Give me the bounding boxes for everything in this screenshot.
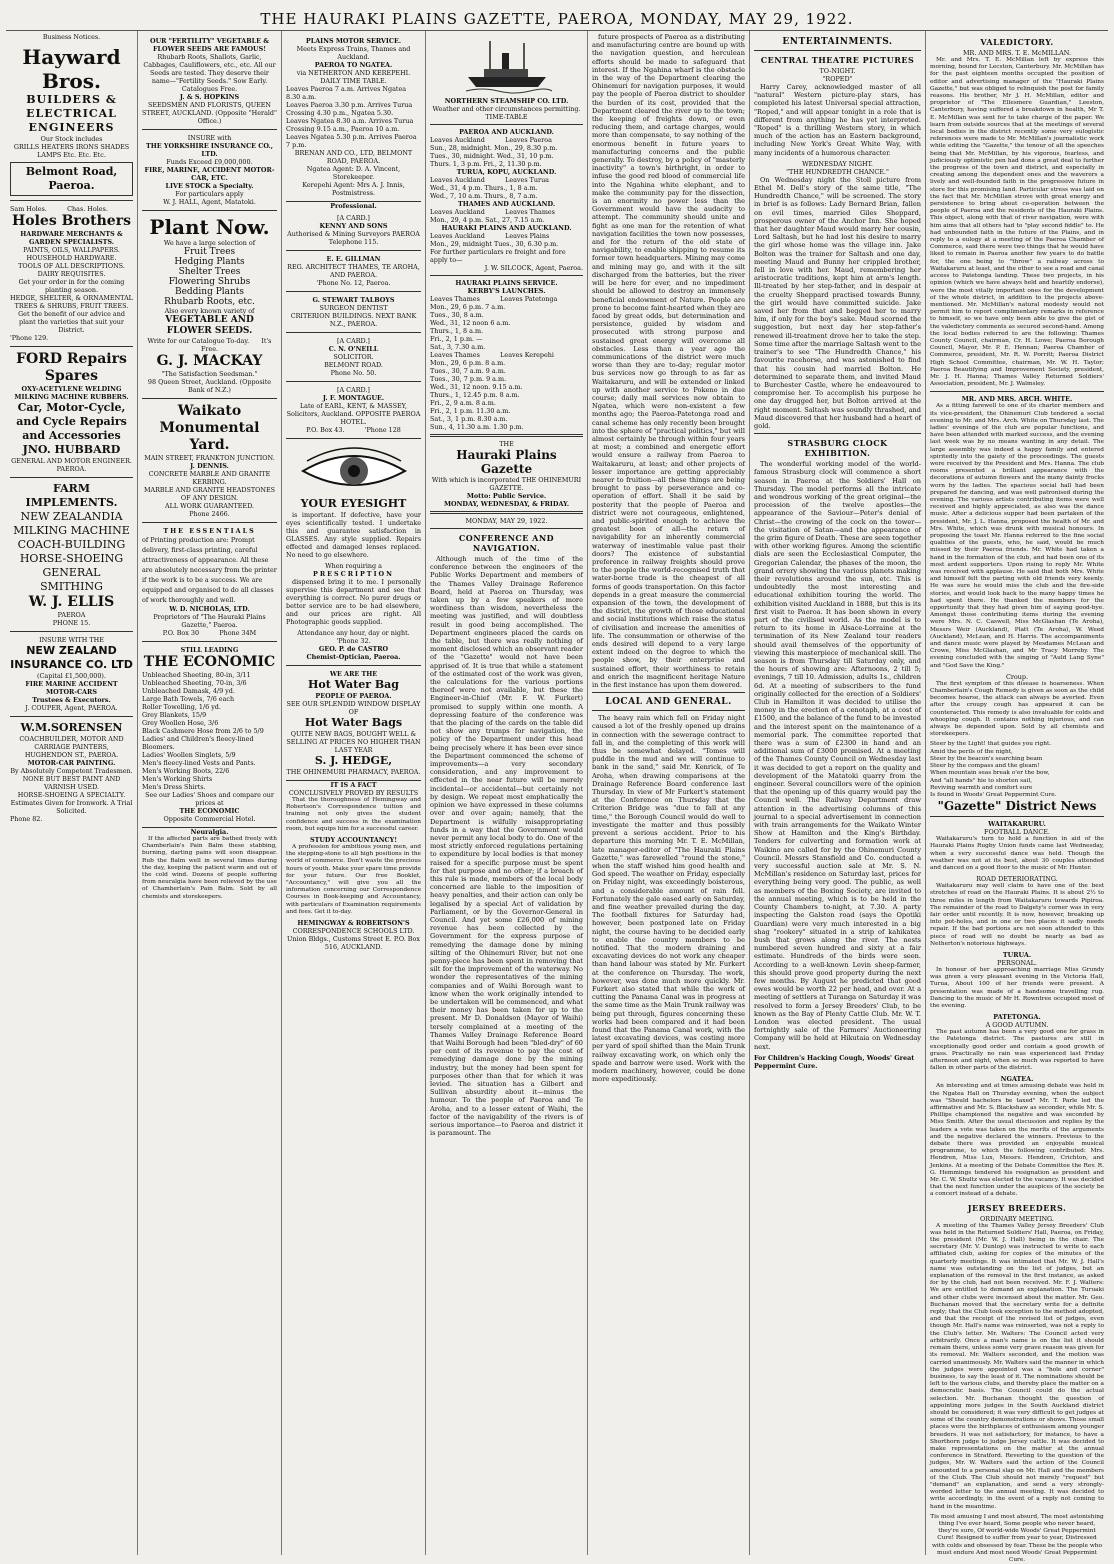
- kerby-row: Mon., 29, 6 p.m. 7 a.m.: [430, 303, 506, 311]
- mcmillan-body: Mr. and Mrs. T. E. McMillan left by express this morning, bound for Lecston, Canterbury. Mr. McMillan has for the past eighteen months occupied the position of editor and advertising manager of the "Hauraki Plains Gazette," but was obliged to relinquish the post for family reasons. His brother, Mr J. H. McMillan, editor and proprietor of "The Ellesmere Guardian," Leeston, Canterbury, having suffered a breakdown in health, Mr T. E. McMillan was sent for to take charge of the paper. We learn from outside sources that at the meetings of several local bodies in the district recently some very eulogistic references were made to Mr. McMillan's journalistic work while editing the "Gazette," the tenour of all the speeches being that Mr. McMillan, by his vigorous, fearless, and judiciously optimistic pen had done a great deal to further the progress of the town and district, and especially in creating among the dependent ones and the waverers a lively and well-founded faith in the progressive future in store for this promising land. Particular stress was laid on the fact that Mr. McMillan strove with great energy and persistence to bring about co-operation between the people of Paeroa and the residents of the Hauraki Plains. This object, along with that of river navigation, were with him aims that all others had to "play second fiddle" to. He had unbounded faith in the future of the Plains, and in reply to a eulogy at a meeting of the Paeroa Chamber of Commerce, said there were two things that he would have liked to remain in Paeroa another few years to do battle for, the one being to "throw" a railway across to Waitakaruru at least, and the other to see a road and canal access to Patetonga landing. These two projects, in his opinion (which we have always held and heartily endorse), were the most vitally important ones for the development of the whole district, in addition to the projects above-mentioned. Mr. McMillan's natural modesty would not permit him to report complimentary remarks in reference to himself, so we have only been able to give the gist of the valedictory comments as secured second-hand. Among the local bodies referred to are the following: Thames County Council, chairman, Cr. H. Lowe; Paeroa Borough Council, Mayor, Mr. P. E. Hennan; Paeroa Chamber of Commerce, president, Mr. R. W. Porritt; Paeroa District High School Committee, chairman, Mr. W. H. Taylor; Paeroa Beautifying and Improvement Society, president, Mr. J. H. Hanna; Thames Valley Returned Soldiers' Association, president, Mr. J. Walmsley.: [930, 57, 1104, 388]
- timetable-head: TIME-TABLE: [485, 113, 528, 121]
- ford-title: FORD Repairs Spares: [16, 351, 127, 384]
- kerby-row: Tues., 30, 8 a.m.: [430, 311, 484, 319]
- economic-item: Unbleached Damask, 4/9 yd.: [142, 687, 235, 695]
- economic-item: Men's Working Boots, 22/6: [142, 767, 230, 775]
- holes-title: Holes Brothers: [12, 213, 131, 229]
- hayward-trade: BUILDERS & ELECTRICAL ENGINEERS: [26, 93, 117, 134]
- ordinary-head: ORDINARY MEETING.: [980, 1214, 1054, 1223]
- holes-hedge: HEDGE, SHELTER, & ORNAMENTAL TREES & SHRUBS, FRUIT TREES.: [10, 294, 133, 310]
- talboys-card: [286, 292, 421, 333]
- kenny-role: Authorised & Mining Surveyors PAEROA: [287, 230, 420, 238]
- economic-item: Black Cashmere Hose from 2/6 to 5/9: [142, 727, 264, 735]
- white-head: MR. AND MRS. ARCH. WHITE.: [961, 395, 1073, 404]
- hwb-people: PEOPLE OF PAEROA.: [315, 692, 392, 700]
- essentials-ad: [142, 523, 277, 642]
- study-head: STUDY ACCOUNTANCY!: [309, 836, 398, 845]
- gazette-motto: Motto: Public Service.: [466, 492, 547, 500]
- ellis-place: PAEROA: [57, 611, 86, 619]
- turua-head: TURUA.: [1002, 950, 1032, 959]
- hopkins-name: J. & S. HOPKINS: [179, 93, 240, 101]
- professional-label: Professional.: [330, 202, 377, 210]
- yorkshire-lines: FIRE, MARINE, ACCIDENT MOTOR-CAR, ETC.: [144, 166, 275, 182]
- mackay-addr: 98 Queen Street, Auckland. (Opposite Bank of N.Z.): [147, 378, 272, 394]
- holes-item-3: TOOLS OF ALL DESCRIPTIONS. DAIRY REQUISITES.: [18, 262, 125, 278]
- economic-item: Roller Towelling, 1/6 yd.: [142, 703, 221, 711]
- nzi-ad: [10, 632, 133, 717]
- plant-item-4: Flowering Shrubs: [168, 277, 251, 287]
- economic-item: Men's Dress Shirts.: [142, 783, 206, 791]
- kenny-phone: Telephone 115.: [328, 238, 379, 246]
- jersey-head: JERSEY BREEDERS.: [967, 1202, 1067, 1213]
- ngatea-head: NGATEA.: [1000, 1075, 1034, 1084]
- waikato-ad: [142, 399, 277, 523]
- economic-item: Men's Working Shirts: [142, 775, 213, 783]
- patetonga-head: PATETONGA.: [993, 1013, 1041, 1022]
- waikato-marble: MARBLE AND GRANITE HEADSTONES OF ANY DESIGN.: [143, 486, 276, 502]
- ellis-phone: PHONE 15.: [52, 619, 91, 627]
- gazette-incorp: With which is incorporated THE OHINEMURI GAZETTE.: [431, 476, 582, 492]
- waikato-concrete: CONCRETE MARBLE AND GRANITE KERBING.: [148, 470, 271, 486]
- silcock: J. W. SILCOCK, Agent, Paeroa.: [484, 264, 583, 272]
- economic-item: Grey Woollen Hose, 3/6: [142, 719, 219, 727]
- gillman-phone: 'Phone No. 12, Paeroa.: [316, 279, 391, 287]
- columns: [6, 31, 1108, 1563]
- ent-head: ENTERTAINMENTS.: [782, 37, 893, 47]
- gazette-days: MONDAY, WEDNESDAY, & FRIDAY.: [443, 500, 570, 508]
- economic-items: [142, 671, 277, 791]
- strasburg-head: STRASBURG CLOCK EXHIBITION.: [787, 438, 888, 459]
- hedge-name: S. J. HEDGE,: [314, 754, 393, 767]
- sorensen-none: NONE BUT BEST PAINT AND VARNISH USED.: [22, 775, 121, 791]
- fact-head: IT IS A FACT: [330, 781, 377, 789]
- economic-item: Unbleached Sheeting, 70-in, 3/6: [142, 679, 247, 687]
- yorkshire-apply: For particulars apply: [175, 190, 244, 198]
- kerby-row: Sat., 3, 1 p.m. 8.30 a.m.: [430, 415, 508, 423]
- hayward-ad: [10, 41, 133, 201]
- sorensen-by: By Absolutely Competent Tradesmen.: [10, 767, 133, 775]
- hp-row: Mon., 29, midnight Tues., 30, 6.30 p.m.: [430, 240, 559, 248]
- economic-lead: STILL LEADING: [180, 646, 239, 654]
- talboys-role: SURGEON DENTIST: [319, 304, 388, 312]
- gazette-title: Hauraki Plains Gazette: [456, 448, 557, 476]
- holes-trade: HARDWARE MERCHANTS & GARDEN SPECIALISTS.: [20, 230, 123, 246]
- kerby-row: Tues., 30, 7 p.m. 9 a.m.: [430, 375, 507, 383]
- decastro-role: Chemist-Optician, Paeroa.: [306, 653, 401, 661]
- pa-row: Thurs. 1, 3 p.m. Fri., 2, 11.30 p.m.: [430, 160, 542, 168]
- oneill-role: SOLICITOR.: [333, 353, 374, 361]
- kerby-row: Fri., 2, 1 p.m. 11.30 a.m.: [430, 407, 511, 415]
- hp-head: HAURAKI PLAINS AND AUCKLAND.: [441, 224, 572, 232]
- kerby-row: Thurs., 1, 8 a.m.: [430, 327, 484, 335]
- oneill-phone: Phone No. 50.: [330, 369, 377, 377]
- oneill-card: [286, 333, 421, 382]
- nzi-trustees: Trustees & Executors.: [32, 696, 111, 704]
- fertility-head: OUR "FERTILITY" VEGETABLE & FLOWER SEEDS ARE FAMOUS!: [150, 37, 269, 53]
- pa-head: PAEROA AND AUCKLAND.: [459, 128, 554, 136]
- economic-ad: [142, 642, 277, 828]
- ford-service-1: OXY-ACETYLENE WELDING: [21, 385, 122, 393]
- hwb-quite: QUITE NEW BAGS, BOUGHT WELL & SELLING AT PRICES NO HIGHER THAN LAST YEAR: [286, 730, 421, 754]
- hayward-stock: GRILLS HEATERS IRONS SHADES LAMPS Etc. Etc. Etc.: [13, 143, 130, 159]
- holes-ad: [10, 201, 133, 347]
- hundredth-body: On Wednesday night the Stoll picture from Ethel M. Dell's story of the same title, "The Hundredth Chance," will be screened. The story in brief is as follows: Lady Bernard Brian, fallen on evil times, married Giles Sheppard, prosperous owner of the Anchor Inn. She hoped that her daughter Maud would marry her cousin, Lord Saltash, but he had lost his desire to marry the girl whose home was the village inn. Jake Bolton was the trainer for Saltash and one day, meeting Maud and Bunny her crippled brother, fell in love with her. Maud, remembering her aristocratic traditions, kept him at arm's length. Ill-treated by her step-father, and in despair at the cruelty Sheppard practised towards Bunny, the girl would have committed suicide. Jake saved her from that and begged her to marry him, if only for the boy's sake. Maud scorned the suggestion, but next day her step-father's renewed ill-treatment drove her to take the step. Some time after the marriage Saltash went to the trainer's to see "The Hundredth Chance," his favourite racehorse, and was astonished to find that his cousin had married Bolton. He determined to separate them, and invited Maud to Burchester Castle, where he endeavoured to compromise her. To accomplish his purpose he one day drugged her, but Bolton arrived at the right moment. Saltash was soundly thrashed, and Maud discovered that her husband had a heart of gold.: [754, 175, 921, 430]
- talboys-name: G. STEWART TALBOYS: [312, 296, 395, 304]
- valedictory-head: VALEDICTORY.: [980, 37, 1054, 47]
- economic-item: Unbleached Sheeting, 80-in, 3/11: [142, 671, 251, 679]
- fact-body: That the thoroughness of Hemingway and Robertson's Correspondence tuition and training not only gives the student confidence and success in the examination room, but equips him for a successful career.: [286, 797, 421, 832]
- waikato-owner: J. DENNIS.: [190, 462, 229, 470]
- hr-name: HEMINGWAY & ROBERTSON'S: [297, 919, 410, 928]
- plant-item-5: Bedding Plants: [174, 287, 245, 297]
- plains-sub: Meets Express Trains, Thames and Auckland.: [296, 45, 411, 61]
- kerepehi-agent: Kerepehi Agent: Mrs A. J. Innis, Postmistress.: [302, 181, 405, 197]
- economic-item: Large Bath Towels, 7/6 each: [142, 695, 235, 703]
- road-head: ROAD DETERIORATING.: [976, 875, 1058, 884]
- ngatea-head: PAEROA TO NGATEA.: [314, 61, 393, 69]
- holes-advice: Get the benefit of our advice and plant the varieties that suit your District.: [18, 310, 125, 334]
- plant-veg: VEGETABLE AND FLOWER SEEDS.: [165, 315, 254, 336]
- holes-order: Get your order in for the coming planting season.: [18, 278, 125, 294]
- plant-item-3: Shelter Trees: [178, 267, 241, 277]
- montague-contact: P.O. Box 43. 'Phone 128: [306, 426, 401, 434]
- wed-head: WEDNESDAY NIGHT.: [802, 159, 873, 168]
- kerby-row: Sat., 3, 7.30 a.m.: [430, 343, 486, 351]
- nzi-capital: (Capital £1,500,000).: [37, 672, 106, 680]
- sorensen-estimates: Estimates Given for Ironwork. A Trial Solicited.: [10, 799, 133, 815]
- decastro-name: GEO. P. de CASTRO: [318, 645, 389, 653]
- oneill-name: C. N. O'NEILL: [328, 345, 379, 353]
- nz-milking: NEW ZEALANDIA MILKING MACHINE: [13, 510, 130, 537]
- plant-item-6: Rhubarb Roots, etc.: [164, 297, 255, 307]
- further: For further particulars re freight and fore apply to—: [430, 248, 566, 264]
- sorensen-horse: HORSE-SHOEING A SPECIALTY.: [17, 791, 126, 799]
- prescription-intro: When requiring a: [325, 562, 382, 570]
- kerby-row: Thurs., 1, 12.45 p.m. 8 a.m.: [430, 391, 520, 399]
- brenan-name: BRENAN AND CO., LTD, BELMONT ROAD, PAEROA.: [294, 149, 413, 165]
- plains-head: PLAINS MOTOR SERVICE.: [305, 37, 402, 45]
- plains-motor-ad: [286, 33, 421, 202]
- gazette-date: MONDAY, MAY 29, 1922.: [465, 517, 548, 525]
- study-body: A profession for ambitious young men, and the stepping-stone to all high positions in the world of commerce. Don't waste the precious hours of youth. Make your spare time provide for your future. Our free Booklet, "Accountancy," will give you all the information concerning our Correspondence Courses in Book-keeping and Accountancy, with particulars of Examination requirements and fees. Get it to-day.: [286, 844, 421, 915]
- eye-icon: [299, 447, 409, 493]
- yorkshire-live: LIVE STOCK a Specialty.: [165, 182, 254, 190]
- yorkshire-agent: W. J. HALL, Agent, Matatoki.: [163, 198, 256, 206]
- nicholas-role: Proprietors of "The Hauraki Plains Gazette," Paeroa.: [153, 613, 266, 629]
- business-notices-label: Business Notices.: [42, 33, 101, 41]
- yorkshire-name: THE YORKSHIRE INSURANCE CO., LTD.: [146, 142, 273, 158]
- editorial-head: CONFERENCE AND NAVIGATION.: [458, 533, 555, 553]
- decastro-ad: [286, 439, 421, 666]
- hayward-name: Hayward Bros.: [22, 45, 121, 93]
- jersey-body: A meeting of the Thames Valley Jersey Breeders' Club was held in the Returned Soldiers' Hall, Paeroa, on Friday, the president (Mr. W. J. Hall) being in the chair. The secretary (Mr. V. Dunlop) was instructed to write to each affiliated club, asking for copies of the minutes of the quarterly meetings. It was intimated that Mr. W. J. Hall's name was outstanding on the list of judges, but an explanation of the removal in the first instance, as asked for by the club, had not been received. Mr. F. J. Walters: We are entitled to demand an explanation. The Turuaki and other clubs were incensed about the matter. Mr. Geo. Buchanan moved that the secretary write for a definite reply; that the Club took exception to the method adopted, and that the receipt of the revised list of judges, even though Mr. Hall's name was reinserted, was not a reply to the Club's letter. Mr. Walters: The Council acted very arbitrarily. Once a man's name is on the list it should remain there, unless some very grave reason was given for its removal. Mr. Walters seconded, and the motion was carried unanimously. Mr. Walters said the manner in which the judges were appointed was a "hole and corner" business, to say the least of it. The nominations should be left to the various clubs, and thereby place the matter on a democratic basis. The Council could do the actual selection. Mr. Buchanan thought the question of appointing more judges in the South Auckland district should be considered; it was very difficult to get judges at some of the country demonstrations or shows. Those small places were the birthplaces of enthusiasm among younger breeders. It was not satisfactory, for instance, to have a Shorthorn judge to judge Jersey cattle. It was decided to make representations on the matter at the annual conference in Stratford. Reverting to the question of the judges, Mr. W. Walters said the action of the Council amounted to a personal slap on Mr. Hall and the members of the Club. The Club should not merely "request" but "demand" an explanation, and send a very strongly-worded letter to the annual meeting. It was decided to write accordingly, in the event of a reply not coming to hand in the meantime.: [930, 1222, 1105, 1510]
- hopkins-trade: SEEDSMEN AND FLORISTS, QUEEN STREET, AUCKLAND. (Opposite "Herald" Office.): [142, 101, 277, 125]
- road-body: Waitakaruru may well claim to have one of the best stretches of road on the Hauraki Plains. It is about 2½ to three miles in length from Waitakaruru towards Pipiroa. The remainder of the road to Dalgety's corner was in very fair order until recently. It is now, however, breaking up into pot-holes, and in one or two places it sadly needs repair. If the bad portions are not soon attended to this piece of road will no doubt be nearly as bad as Netherton's notorious highways.: [930, 883, 1104, 947]
- gillman-role: REG. ARCHITECT THAMES, TE AROHA, AND PAEROA.: [287, 263, 420, 279]
- holes-names: Sam Holes. Chas. Holes.: [10, 205, 108, 213]
- pa-row: Tues., 30, midnight. Wed., 31, 10 p.m.: [430, 152, 554, 160]
- hps-head: HAURAKI PLAINS SERVICE.: [455, 279, 558, 287]
- plant-item-2: Hedging Plants: [174, 257, 245, 267]
- nzi-name: NEW ZEALAND INSURANCE CO. LTD: [10, 644, 133, 671]
- turua-head: TURUA, KOPU, AUCKLAND.: [456, 168, 557, 176]
- kerby-row: Fri., 2, 1 p.m. —: [430, 335, 483, 343]
- turua-row: Wed., 31, 4 p.m. Thurs., 1, 8 a.m.: [430, 184, 538, 192]
- col7-top: [930, 33, 1104, 799]
- yorkshire-intro: INSURE with: [187, 134, 232, 142]
- local-body: The heavy rain which fell on Friday night caused a lot of the freshly opened up drains in connection with the sewerage contract to fall in, and the completing of this work will thus be somewhat delayed. "Tomes will puddle in the mud and we will continue to bank in the sand," said Mr. Kenrick, of Te Aroha, when drawing comparisons at the Drainage Reference Board conference last Thursday. In view of Mr Furkert's statement at the Conference on Thursday that the Criterion Bridge was "due to fall at any time," the Borough Council would do well to investigate the matter and thus possibly prevent a serious accident. Prior to his departure this morning Mr. T. E. McMillan, late manager-editor of "The Hauraki Plains Gazette," was farewelled "round the stone," when the staff wished him good health and God speed. The weather on Friday, especially on Friday night, was exceedingly boisterous, and a considerable amount of rain fell. Fortunately the gale eased early on Saturday, and fine weather prevailed during the day. The football fixtures for Saturday had, however, been postponed late on Friday night, the course having to be decided early to enable the country members to be notified. That the modern draining and excavating devices do not work any cheaper than hand labour was stated by Mr. Furkert at the conference on Thursday. The work, however, was done much more quickly. Mr. Furkert also stated that while the work of cutting the Panama Canal was in progress at the same time as the Main Trunk railway was being put through, figures concerning these works had been compared and it had been found that the Panama Canal work, with the latest excavating devices, was costing more per yard of spoil shifted than the Main Trunk railway excavating work, on which only the spade and barrow were used. Work with the modern machinery, however, could be done more expeditiously.: [592, 714, 745, 1084]
- kenny-card: [286, 210, 421, 251]
- waikato-guarantee: ALL WORK GUARANTEED.: [164, 502, 254, 510]
- oneill-card-label: [A CARD.]: [337, 337, 370, 345]
- steamship-head: NORTHERN STEAMSHIP CO. LTD.: [444, 97, 569, 105]
- gillman-name: E. E. GILLMAN: [326, 255, 381, 263]
- coach-building: COACH-BUILDING HORSE-SHOEING GENERAL SMITHING: [17, 538, 126, 593]
- economic-opp: Opposite Commercial Hotel.: [163, 815, 256, 823]
- central-head: CENTRAL THEATRE PICTURES: [760, 55, 915, 65]
- ford-ad: [10, 347, 133, 478]
- montague-card-label: [A CARD.]: [337, 386, 370, 394]
- croup-head: Croup.: [1005, 672, 1029, 681]
- mackay-tag: "The Satisfaction Seedsman.": [161, 370, 258, 378]
- column-6: [750, 31, 926, 1555]
- autumn-head: A GOOD AUTUMN.: [985, 1021, 1049, 1030]
- white-body: As a fitting farewell to one of its charter members and its vice-president, the Ohinemuri Club tendered a social evening to Mr. and Mrs. Arch. White on Thursday last. The ladies' evenings of the club are popular functions, and have been attended with marked success, and the evening last week was by no means wanting in any detail. The large assembly was indeed a happy family and entered spiritedly into the gaiety of the proceedings. The guests were received by the President and Mrs. Hanna. The club rooms presented a brilliant appearance with the decorations of autumn flowers and the many dainty frocks worn by the ladies. The spacious social hall had been prepared for dancing, and was well patronised during the evening. The various artists contributing items were well received and highly appreciated, as also was the dance music. After a delicious supper had been partaken of the president, Mr. J. L. Hanna, proposed the health of Mr. and Mrs. White, which was drunk with musical honours. In proposing the toast Mr. Hanna referred to the fine social qualities of the guests, who, he said, would be much missed by their Paeroa friends. Mr. White had taken a hand in the formation of the club, and had been one of its most ardent supporters. Upon rising to reply Mr. White was received with applause. He said that both Mrs. White and himself felt the parting with old friends very keenly. He was sure he would miss the club and the fire-side stories, and would look back to the many happy times he had spent there. He thanked the members for the opportunity that they had given him of saying good-bye. Amongst those contributing items during the evening were Mrs. N. C. Caswell, Miss McGlashan (Te Aroha), Messrs Weir (Auckland), Platt (Te Aroha), W. Weed (Auckland), McLean, and H. Harris. The accompaniments and dance music were played by Mesdames McLean and Crowe, Miss McGlashan, and Mr Tracy Morreby. The evening concluded with the singing of "Auld Lang Syne" and "God Save the King.": [930, 403, 1104, 669]
- sorensen-trade: COACHBUILDER, MOTOR AND CARRIAGE PAINTERS, HUGHENDON ST., PAEROA.: [19, 735, 124, 759]
- strasburg-body: The wonderful working model of the world-famous Strasburg clock will commence a short season in Paeroa at the Soldiers' Hall on Thursday. The model performs all the intricate and wondrous working of the great original—the procession of the twelve apostles—the appearance of the Saviour—Peter's denial of Christ—the crowing of the cock on the tower—the visitation of Satan—and the appearance of the grim figure of Death. These are seen together with other working figures. Among the scientific dials are seen the Ecclesiastical Computer, the Gregorian Calendar, the phases of the moon, the grand orrery showing the various planets making their revolutions around the sun, etc. This is undoubtedly the most interesting and educational exhibition touring the world. The exhibition visited Auckland in 1888, but this is its first visit to Paeroa. It has been shown in every part of the civilised world. As the model is to return to its home in Alsace-Lorraine at the termination of its New Zealand tour readers should avail themselves of the opportunity of viewing this masterpiece of mechanical skill. The season is from Thursday till Saturday only, and the hours of showing are: Afternoons, 2 till 5; evenings, 7 till 10. Admission, adults 1s., children 6d. At a meeting of subscribers to the fund originally collected for the erection of a Soldiers' Club in Hamilton it was decided to utilise the money in the erection of a cenotaph, at a cost of £1500, and the balance of the fund to be invested and the interest spent on the maintenance of a memorial park. The committee reported that there was a sum of £2300 in hand and an additional sum of £3000 promised. At a meeting of the Thames County Council on Wednesday last it was decided to get a report on the quality and development of the Matatoki quarry from the engineer. Several councillors were of the opinion that the opening up of this quarry would pay the Council well. The Railway Department draw attention in the advertising columns of this journal to a special advertisement in connection with train arrangements for the Waikato Winter Show at Hamilton and the King's Birthday. Tenders for culverting and formation work at Waikino are called for by the Ohinemuri County Council. Messrs Stansfield and Co. conducted a very successful auction sale at Mr. S. N. McMillan's residence on Saturday last, prices for everything being very good. The public, as well as members of the Boxing Society, are invited to the annual meeting, which is to be held in the County Chambers to-night, at 7.30. A party inspecting the Galston road (says the Opotiki Guardian) were very much interested in a big shag "rookery" situated in a strip of kahikatea bush that grows along the river. The nests numbered seven hundred and sixty at a fair estimate. Hundreds of the birds were seen. According to a well-known Levin sheep-farmer, this should prove good property during the next few months. By August he predicted that good ewes would be worth 22 per head, and over. At a meeting of settlers at Turanga on Saturday it was resolved to form a Jersey Breeders' Club, to be known as the Bay of Plenty Cattle Club. Mr. W. T. London was elected president. The usual fortnightly sale of the Farmers' Auctioneering Company will be held at Hikutaia on Wednesday next.: [754, 460, 921, 1051]
- hr-addr: Union Bldgs., Customs Street E. P.O. Box 516, AUCKLAND.: [287, 935, 420, 952]
- ta-row: Mon., 29, 4 p.m. Sat., 27, 7.15 a.m.: [430, 216, 545, 224]
- talboys-addr: CRITERION BUILDINGS. NEXT BANK N.Z., PAEROA.: [290, 312, 417, 328]
- economic-item: Ladies' Woollen Singlets, 5/9: [142, 751, 236, 759]
- column-3: [282, 31, 426, 1555]
- news-title: "Gazette" District News: [937, 799, 1097, 814]
- waikato-phone: Phone 2466.: [189, 510, 230, 518]
- waikato-addr: MAIN STREET, FRANKTON JUNCTION.: [144, 454, 275, 462]
- column-2: [138, 31, 282, 1555]
- column-7: [926, 31, 1108, 1563]
- editorial-continued: future prospects of Paeroa as a distributing and manufacturing centre are bound up with the navigation question, and herculean efforts should be made to safeguard that interest. If the Ngahina wharf is the obstacle in the way of the Department clearing the Ohinemuri for navigation purposes, it would pay the people of Paeroa district to shoulder the burden of its cost, provided that the Department cleared the river up to the town; the keeping of freights down, or even reducing them, and cartage charges, would more than compensate, to say nothing of the enormous benefit in future years to manufacturing concerns and the public generally. To destroy, by a policy of "masterly inactivity" a town's birthright, in order to infuse the good red blood of commercial life into the Ngahina white elephant, and to make the community pay for the dissection, is an enormity no power less than the Government would have the audacity to attempt. The community should unite and fight as one man for the retention of what navigation facilities the town now possesses, and for the return of the old state of navigability, to enable shipping to resume its former town headquarters. Mining may come and mining may go, and with it the silt discharged from the batteries, but the river will be here for ever, and no impediment should be allowed to destroy an immensely beneficial endowment of Nature. People are prone to become faint-hearted when they are faced by great odds, but determination and persistence, guided by wisdom and prosecuted with strong purpose and sustained great energy will overcome all obstacles. Less than a year ago the communications of the district were much worse than they are to-day; regular motor bus services now go through to as far as Waitakaruru, and will be extended or linked up with another service to Pokeno in due course; daily mail services now obtain to Ngatea, which were non-existent a few months ago; the Paeroa-Patetonga road and canal scheme has only recently been brought into the sphere of "practical politics," but will almost certainly be through within four years at most; a combined and energetic effort would ensure a railway from Paeroa to Waitakaruru, at least; and other projects of lesser importance are getting appreciably nearer to fruition—all these things are being brought to pass by perseverance and co-operation of effort. Shall it be said by posterity that the people of Paeroa and district were not courageous, enlightened, and public-spirited enough to achieve the greatest boon of all—the return of navigability for an inherently commercial waterway of inestimable value past their doors? The existence of substantial preference in railway freights should prove to the people the world-recognised truth that water-borne trade is the cheapest of all forms of goods transportation. On this factor depends in a great measure the commercial expansion of the town, the development of the district, the growth of those educational and social institutions which raise the status of civilisation and increase the amenities of life. The consummation or otherwise of the ends desired will depend to a very large extent indeed on the degree to which the people show, by their enterprise and sustained effort, their worthiness to retain and enrich the magnificent heritage Nature in the first instance has upon them dowered.: [592, 33, 745, 690]
- croup-body: The first symptom of this disease is hoarseness. When Chamberlain's Cough Remedy is given as soon as the child becomes hoarse, the attack can always be averted. Even after the croupy cough has appeared it can be counteracted. This remedy is also invaluable for colds and whooping cough. It contains nothing injurious, and can always be depended upon. Sold by all chemists and storekeepers.: [930, 680, 1104, 738]
- roped: "ROPED": [822, 75, 853, 83]
- hwb-intro: WE ARE THE: [329, 670, 378, 678]
- farm-title: FARM IMPLEMENTS.: [25, 482, 118, 509]
- economic-see: See our Ladies' Shoes and compare our prices at: [145, 791, 274, 807]
- ellis-name: W. J. ELLIS: [28, 594, 115, 610]
- oneill-addr: BELMONT ROAD.: [324, 361, 383, 369]
- kerby-row: Fri., 2, 9 a.m. 8 a.m.: [430, 399, 496, 407]
- personal-body: In honour of her approaching marriage Miss Grundy was given a very pleasant evening in the Victoria Hall, Turua, About 100 of her friends were present. A presentation was made of a handsome travelling rug. Dancing to the music of Mr H. Rowntree occupied most of the evening.: [930, 966, 1104, 1009]
- valedictory-block: [930, 33, 1104, 799]
- pa-cols: Leaves Auckland Leaves Paeroa: [430, 136, 552, 144]
- football-body: Waitakaruru's turn to hold a function in aid of the Hauraki Plains Rugby Union funds came last Wednesday, when a very successful dance was held. Though the weather was not at its best, about 30 couples attended and danced on a good floor to the music of Mr. Hunter.: [930, 836, 1104, 871]
- neuralgia-head: Neuralgia.: [190, 828, 229, 836]
- nicholas-name: W. D. NICHOLAS, LTD.: [169, 605, 250, 613]
- hr-ad: [286, 781, 421, 951]
- gillman-card: [286, 251, 421, 292]
- timetable-row: Leaves Paeroa 7 a.m. Arrives Ngatea 8.30 a.m.: [286, 85, 407, 101]
- woods-ad: For Children's Hacking Cough, Woods' Great Peppermint Cure.: [754, 1053, 915, 1070]
- kerby-row: Tues., 30, 7 a.m. 9 a.m.: [430, 367, 506, 375]
- fertility-body: Rhubarb Roots, Shallots, Garlic, Cabbages, Cauliflowers, etc., etc. All our Seeds are tested. They deserve their name—"Fertility Seeds." Sow Early. Catalogues Free.: [143, 53, 276, 93]
- hedge-role: THE OHINEMURI PHARMACY, PAEROA.: [286, 768, 421, 776]
- nicholas-contact: P.O. Box 30 Phone 34M: [162, 629, 257, 637]
- kerby-row: Mon., 29, 6 p.m. 8 a.m.: [430, 359, 506, 367]
- essentials-head: THE ESSENTIALS: [163, 527, 256, 535]
- plant-write: Write for our Catalogue To-day. It's Free.: [147, 337, 274, 353]
- kerby-row: Wed., 31, 12 noon 6 a.m.: [430, 319, 511, 327]
- ta-cols: Leaves Auckland Leaves Thames: [430, 208, 555, 216]
- timetable-row: Leaves Ngatea 5.30 p.m. Arrives Paeroa 7 p.m.: [286, 133, 417, 149]
- timetable-row: Leaves Paeroa 3.30 p.m. Arrives Turua Crossing 4.30 p.m., Ngatea 5.30.: [286, 101, 413, 117]
- neuralgia-body: If the affected parts are bathed freely with Chamberlain's Pain Balm these stabbing, burning, darting pains will soon disappear. Rub the Balm well in several times during the day, keeping the patient warm and out of the cold wind. Dozens of people suffering from neuralgia have been relieved by the use of Chamberlain's Pain Balm. Sold by all chemists and storekeepers.: [142, 836, 277, 900]
- hwb-title: Hot Water Bag: [308, 678, 399, 691]
- plant-item-1: Fruit Trees: [183, 247, 236, 257]
- masthead: THE HAURAKI PLAINS GAZETTE, PAEROA, MONDAY, MAY 29, 1922.: [6, 8, 1108, 31]
- plant-ad: [142, 211, 277, 399]
- column-5: [588, 31, 750, 1555]
- plant-also: Also every known variety of: [164, 307, 255, 315]
- prescription-title: PRESCRIPTION: [313, 570, 394, 578]
- hundredth: "THE HUNDREDTH CHANCE.": [786, 167, 889, 176]
- gazette-the: THE: [499, 440, 514, 448]
- essentials-body: of Printing production are: Prompt delivery, first-class printing, careful attractiveness of appearance. All these are absolutely necessary from the printer if the work is to be a success. We are equipped and organised to do all classes of work thoroughly and well.: [142, 536, 277, 604]
- economic-item: Grey Blankets, 15/9: [142, 711, 207, 719]
- football-head: FOOTBALL DANCE.: [984, 828, 1050, 837]
- montague-name: J. F. MONTAGUE.: [322, 394, 385, 402]
- farm-ad: [10, 478, 133, 632]
- kerby-cols-2: Leaves Thames Leaves Kerepehi: [430, 351, 554, 359]
- hayward-stock-intro: Our Stock includes: [40, 135, 103, 143]
- steamship-sub: Weather and other circumstances permitting.: [432, 105, 581, 113]
- turua-row: Wed., 7, 10 a.m. Thurs., 8, 7 a.m.: [430, 192, 538, 200]
- holes-phone: 'Phone 129.: [10, 334, 49, 342]
- ford-service-2: MILKING MACHINE RUBBERS.: [14, 393, 129, 401]
- yorkshire-ad: [142, 130, 277, 211]
- ngatea-body: An interesting and at times amusing debate was held in the Ngatea Hall on Thursday evening, when the subject was "Should bachelors be taxed" Mr. T. Parle led the affirmative and Mr. S. Blackshaw as seconder, while Mr. S. Phillips championed the negative and was seconded by Miss Smith. After the usual discussion and replies by the leaders a vote was taken on the merits of the arguments and the negative declared the winners. Previous to the debate there was provided an enjoyable musical programme, to which the following contributed: Mrs. Hendren, Miss Lux, Messrs. Hendren, Crichton, and Jenkins. At a meeting of the Debate Committee the Rev. R. G. Hemmings tendered his resignation as president and Mr. C. W. Shultz was elected to the vacancy. It was decided that the next function under the auspices of the society be a concert instead of a debate.: [930, 1083, 1104, 1198]
- personal-head: PERSONAL.: [997, 958, 1037, 967]
- roped-body: Harry Carey, acknowledged master of all "natural" Western picture-play stars, has completed his latest Universal special attraction, "Roped," and will appear tonight in a role that is different from anything he has yet interpreted. "Roped" is a thrilling Western story, in which much of the action has an Eastern background, including New York's Great White Way, with many incidents of a humorous character.: [754, 83, 921, 157]
- sorensen-motor: MOTOR-CAR PAINTING.: [27, 759, 116, 767]
- economic-title: THE ECONOMIC: [143, 654, 276, 670]
- holes-item-2: HOUSEHOLD HARDWARE.: [26, 254, 117, 262]
- ta-head: THAMES AND AUCKLAND.: [457, 200, 556, 208]
- kenny-name: KENNY AND SONS: [319, 222, 388, 230]
- economic-name: THE ECONOMIC: [179, 807, 240, 815]
- eyesight-title: YOUR EYESIGHT: [300, 497, 407, 510]
- nzi-lines: FIRE MARINE ACCIDENT MOTOR-CARS: [25, 680, 118, 696]
- nzi-intro: INSURE WITH THE: [39, 636, 104, 644]
- mcmillan-head: MR. AND MRS. T. E. McMILLAN.: [963, 49, 1071, 57]
- waitakaruru-head: WAITAKARURU.: [988, 820, 1046, 829]
- hayward-address: Belmont Road, Paeroa.: [10, 162, 133, 196]
- sorensen-name: W.M.SORENSEN: [20, 721, 123, 734]
- steamship-icon: [462, 35, 552, 95]
- kenny-card-label: [A CARD.]: [337, 214, 370, 222]
- hwb-title-2: Hot Water Bags: [304, 716, 403, 729]
- timetable-row: Leaves Ngatea 8.30 a.m. Arrives Turua Crossing 9.15 a.m., Paeroa 10 a.m.: [286, 117, 414, 133]
- hedge-ad: [286, 666, 421, 781]
- plant-intro: We have a large selection of: [163, 239, 256, 247]
- local-head: LOCAL AND GENERAL.: [605, 697, 732, 708]
- sorensen-phone: Phone 82.: [10, 815, 43, 823]
- prescription-phone: 'Phone 32.: [336, 637, 371, 645]
- brenan-agent: Ngatea Agent: D. A. Vincent, Storekeeper.: [306, 165, 401, 181]
- ford-car: Car, Motor-Cycle, and Cycle Repairs and Accessories: [16, 401, 127, 442]
- kerby-head: KERBY'S LAUNCHES.: [467, 287, 546, 295]
- timetable-head: DAILY TIME TABLE.: [320, 77, 387, 85]
- nzi-agent: J. COUPER, Agent, PAEROA.: [25, 704, 118, 712]
- hr-role: CORRESPONDENCE SCHOOLS LTD.: [292, 927, 415, 936]
- fertility-ad: [142, 33, 277, 130]
- waikato-title: Waikato Monumental Yard.: [159, 403, 260, 453]
- hp-cols: Leaves Auckland Leaves Plains: [430, 232, 550, 240]
- kerby-row: Wed., 31, 12 noon. 9.15 a.m.: [430, 383, 523, 391]
- yorkshire-funds: Funds Exceed £9,000,000.: [166, 158, 253, 166]
- column-4: [426, 31, 588, 1555]
- editorial-body: Although much of the time of the conference between the engineers of the Public Works Department and members of the Thames Valley Drainage Reference Board, held at Paeroa on Thursday, was taken up by a few speakers of more wordiness than wisdom, nevertheless the meeting was justified, and will doubtless result in good being accomplished. The Department engineers placed the cards on the table, but there was really nothing of moment disclosed which an observant reader of the "Gazette" would not have been apprised of. It is true that while a statement of the estimated cost of the work was given, the calculations for the various portions thereof were not available, but these the Engineer-in-Chief (Mr. F. W. Furkert) promised to supply within one month. A depressing feature of the conference was that the placing of the cards on the table did not show any trumps for navigation, the policy of the Department under this head being precisely where it has been ever since the Department commenced the scheme of improvements—a very secondary consideration, and any improvement to effected in the near future will be merely incidental—or accidental—but certainly not by design. We repeat most emphatically the opinion we have expressed in these columns over and over again; namely, that the Department is wilfully misappropriating funds in a way that the Government would never permit any local body to do. One of the most strictly enforced regulations pertaining to expenditure by local bodies is that money raised for a specific purpose must be spent for that purpose and no other; if a breach of this rule is made, members of the local body concerned are liable to the imposition of heavy penalties, and their action can only be legalised by a special Act of validation by Parliament, or by the Governor-General in Council. And yet some £26,000 of mining revenue has been collected by the Government for the express purpose of remedying the damage done by mining silting of the Ohinemuri River, but not one penny-piece has been spent in removing that silt for the improvement of the waterway. No wonder the representatives of the mining companies and of Waihi Borough want to know when the work originally intended to be undertaken will be commenced, and what their money has been taken for up to the present. Mr D. Donaldson (Mayor of Waihi) tersely complained at a meeting of the Thames Valley Drainage Reference Board that Waihi Borough had been "bled-dry" of 60 per cent of its revenue to pay the cost of remedying damage done by the mining industry, but the money had been spent for purposes other than that for which it was levied. The situation has a Gilbert and Sullivan absurdity about it—minus the humour. To the people of Paeroa and Te Aroha, and to a lesser extent of Waihi, the factor of the navigability of the rivers is of serious importance—to Paeroa and district it is paramount. The: [430, 555, 583, 1138]
- woods-poem: Steer by the Light! that guides you right. Amid the perils of the night, Steer by the beacon's searching beam Steer by the compass and the gleam! When mountain seas break o'er the bow, And "all hands" hie to shorten sail, Reviving warmth and comfort sure Is found in Woods' Great Peppermint Cure.: [930, 741, 1057, 798]
- woods-tail: Tis most amusing I and most absurd, The most astonishing thing I've ever heard, Some people who never heard, they're sure, Of world-wide Woods' Great Peppermint Cure! Resigned to suffer from year to year, Distressed with colds and obsessed by fear. These be the people who must endure And most need Woods' Great Peppermint Cure.: [930, 1513, 1104, 1563]
- montague-role: Late of EARL, KENT, & MASSEY, Solicitors, Auckland. OPPOSITE PAEROA HOTEL.: [286, 402, 421, 426]
- autumn-body: The past autumn has been a very good one for grass in the Patetonga district. The pastures are still in exceptionally good order and contain a good growth of grass. Practically no rain was experienced last Friday afternoon and night, when so much was reported to have fallen in other parts of the district.: [930, 1029, 1104, 1072]
- ngatea-via: via NETHERTON AND KEREPEHI.: [296, 69, 411, 77]
- plant-title: Plant Now.: [149, 215, 270, 239]
- pa-row: Sun., 28, midnight. Mon., 29, 8.30 p.m.: [430, 144, 558, 152]
- prescription-attend: Attendance any hour, day or night.: [297, 629, 410, 637]
- montague-card: [286, 382, 421, 439]
- hwb-see: SEE OUR SPLENDID WINDOW DISPLAY OF: [286, 700, 421, 716]
- economic-item: Men's fleecy-lined Vests and Pants.: [142, 759, 256, 767]
- kerby-cols: Leaves Thames Leaves Patetonga: [430, 295, 558, 303]
- prescription-body: dispensed bring it to me. I personally supervise this department and see that everything is correct. No purer drugs or better service are to be had elsewhere, and our prices are right. All Photographic goods supplied.: [286, 578, 421, 626]
- fact-sub: CONCLUSIVELY PROVED BY RESULTS: [288, 789, 419, 797]
- neuralgia-ad: [142, 828, 277, 901]
- sorensen-ad: [10, 717, 133, 827]
- mackay-name: G. J. MACKAY: [156, 353, 263, 369]
- holes-item-1: PAINTS, OILS, WALLPAPERS.: [23, 246, 120, 254]
- tonight: TO-NIGHT.: [819, 67, 856, 75]
- ford-role: GENERAL AND MOTOR ENGINEER. PAEROA.: [11, 457, 132, 473]
- kerby-row: Sun., 4, 11.30 a.m. 1.30 p.m.: [430, 423, 524, 431]
- column-1: [6, 31, 138, 1555]
- economic-item: Ladies' and Children's fleecy-lined Bloomers.: [142, 735, 254, 751]
- turua-cols: Leaves Auckland Leaves Turua: [430, 176, 549, 184]
- ford-name: JNO. HUBBARD: [22, 443, 121, 456]
- eyesight-body: is important. If defective, have your eyes scientifically tested. I undertake this and guarantee satisfaction in GLASSES. Any style supplied. Repairs effected and damaged lenses replaced. No need to go elsewhere.: [286, 511, 421, 559]
